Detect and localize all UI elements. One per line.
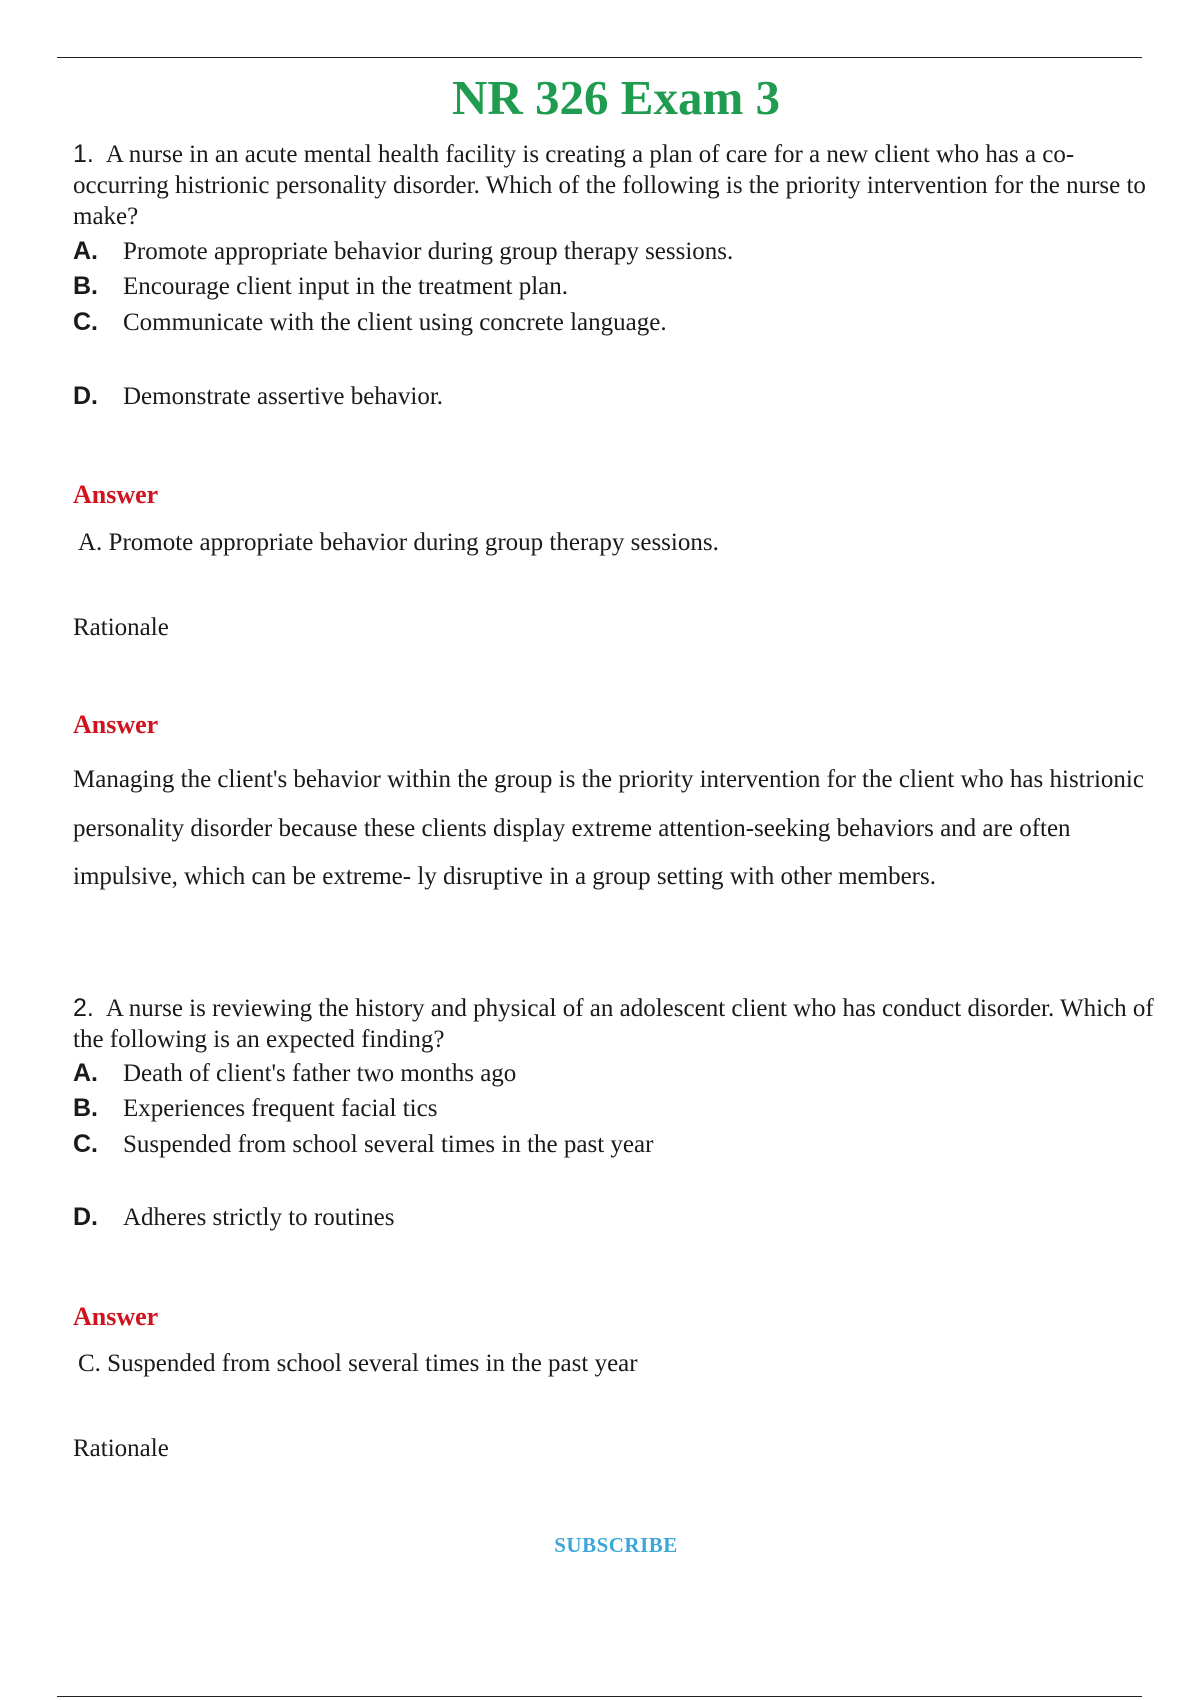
option-text: Suspended from school several times in the past year: [123, 1131, 654, 1158]
answer-text: C. Suspended from school several times in the past year: [78, 1350, 638, 1377]
question-1-option-d: [73, 381, 1153, 412]
option-letter: C.: [73, 308, 98, 336]
option-text: Communicate with the client using concrete language.: [123, 309, 667, 336]
option-text: Encourage client input in the treatment plan.: [123, 273, 568, 300]
option-letter: B.: [73, 272, 98, 300]
option-text: Experiences frequent facial tics: [123, 1095, 438, 1122]
option-text: Demonstrate assertive behavior.: [123, 383, 444, 410]
question-2-option-b: [73, 1093, 1153, 1124]
option-letter: A.: [73, 237, 98, 265]
question-text: A nurse is reviewing the history and physical of an adolescent client who has conduct disorder. Which of the following is an expected finding?: [73, 995, 1154, 1053]
option-text: Promote appropriate behavior during group therapy sessions.: [123, 238, 734, 265]
option-text: Adheres strictly to routines: [123, 1204, 395, 1231]
document-title: NR 326 Exam 3: [451, 70, 781, 125]
option-letter: C.: [73, 1130, 98, 1158]
question-text: A nurse in an acute mental health facility is creating a plan of care for a new client who has a co-occurring histrionic personality disorder. Which of the following is the priority intervention for the nurse to make?: [73, 141, 1146, 230]
rationale-label: Rationale: [73, 1435, 169, 1462]
rationale-answer-label: Answer: [73, 710, 159, 739]
question-2-option-c: [73, 1129, 1153, 1160]
option-letter: D.: [73, 1203, 98, 1231]
question-2-option-d: [73, 1202, 1153, 1233]
question-number: 2.: [73, 994, 94, 1022]
question-1: [73, 139, 1158, 232]
top-divider: [57, 57, 1142, 58]
question-number: 1.: [73, 140, 94, 168]
rationale-explanation: Managing the client's behavior within the group is the priority intervention for the client who has histrionic personality disorder because these clients display extreme attention-seeking behaviors and are often impulsive, which can be extreme- ly disruptive in a group setting with other members.: [73, 766, 1144, 890]
answer-label: Answer: [73, 1302, 159, 1331]
answer-label: Answer: [73, 480, 159, 509]
option-letter: D.: [73, 382, 98, 410]
option-text: Death of client's father two months ago: [123, 1060, 517, 1087]
question-2: [73, 993, 1158, 1055]
bottom-divider: [57, 1696, 1142, 1697]
rationale-label: Rationale: [73, 614, 169, 641]
question-1-option-c: [73, 307, 1153, 338]
question-2-option-a: [73, 1058, 1153, 1089]
subscribe-link[interactable]: SUBSCRIBE: [554, 1533, 678, 1557]
question-1-option-b: [73, 271, 1153, 302]
answer-text: A. Promote appropriate behavior during group therapy sessions.: [78, 529, 719, 556]
option-letter: A.: [73, 1059, 98, 1087]
option-letter: B.: [73, 1094, 98, 1122]
question-1-option-a: [73, 236, 1153, 267]
